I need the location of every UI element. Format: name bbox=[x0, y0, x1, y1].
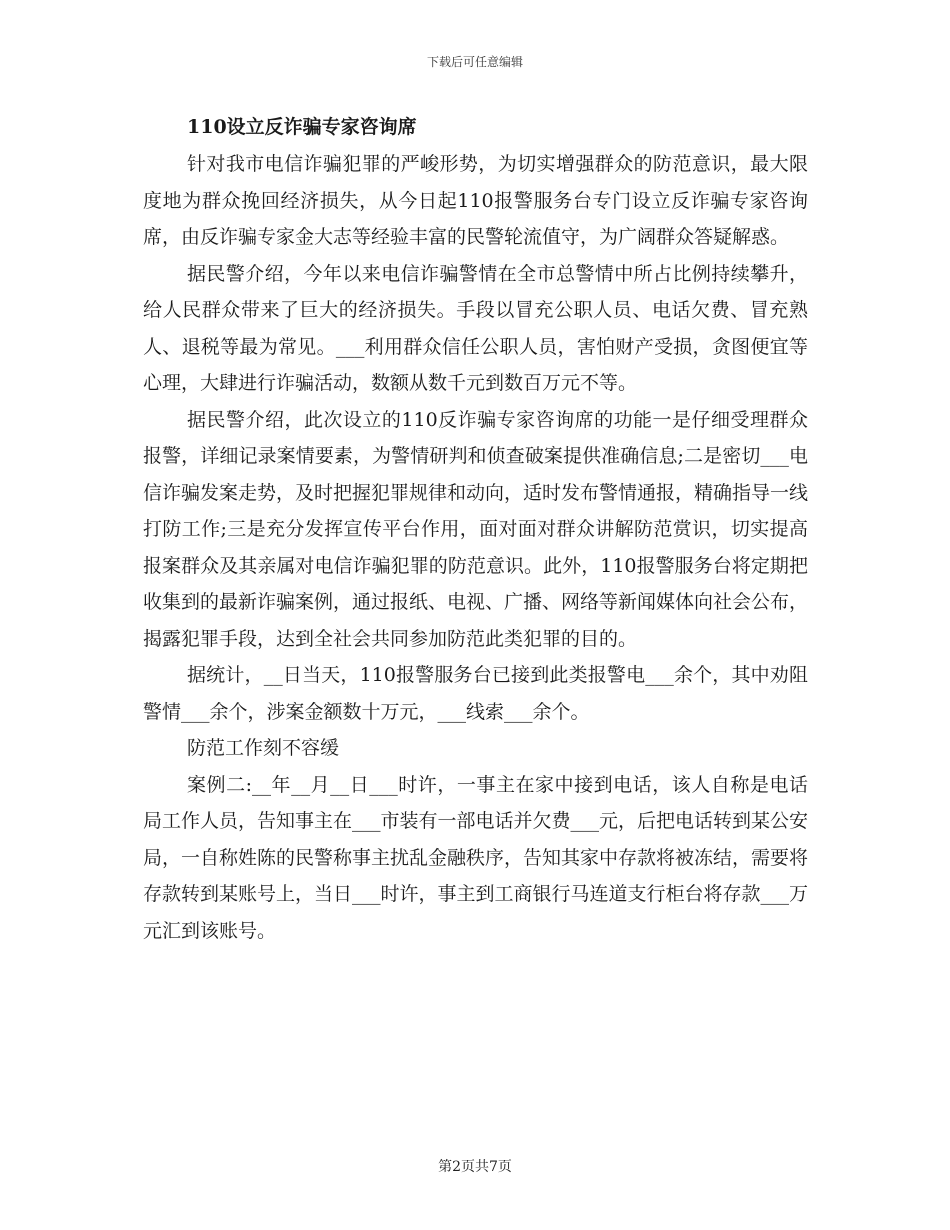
paragraph-functions: 据民警介绍，此次设立的110反诈骗专家咨询席的功能一是仔细受理群众报警，详细记录案情要素，为警情研判和侦查破案提供准确信息;二是密切___电信诈骗发案走势，及时把握犯罪规律和动向，适时发布警情通报，精确指导一线打防工作;三是充分发挥宣传平台作用，面对面对群众讲解防范赏识，切实提高报案群众及其亲属对电信诈骗犯罪的防范意识。此外，110报警服务台将定期把收集到的最新诈骗案例，通过报纸、电视、广播、网络等新闻媒体向社会公布，揭露犯罪手段，达到全社会共同参加防范此类犯罪的目的。 bbox=[143, 408, 809, 650]
paragraph-intro: 针对我市电信诈骗犯罪的严峻形势，为切实增强群众的防范意识，最大限度地为群众挽回经济损失，从今日起110报警服务台专门设立反诈骗专家咨询席，由反诈骗专家金大志等经验丰富的民警轮流值守，为广阔群众答疑解惑。 bbox=[143, 153, 808, 248]
paragraph-police-intro: 据民警介绍，今年以来电信诈骗警情在全市总警情中所占比例持续攀升，给人民群众带来了巨大的经济损失。手段以冒充公职人员、电话欠费、冒充熟人、退税等最为常见。___利用群众信任公职人员，害怕财产受损，贪图便宜等心理，大肆进行诈骗活动，数额从数千元到数百万元不等。 bbox=[143, 262, 808, 394]
paragraph-statistics: 据统计，__日当天，110报警服务台已接到此类报警电___余个，其中劝阻警情___余个，涉案金额数十万元，___线索___余个。 bbox=[143, 664, 808, 723]
paragraph-list bbox=[143, 146, 808, 730]
page-header-note: 下载后可任意编辑 bbox=[426, 55, 523, 69]
section-subheading: 防范工作刻不容缓 bbox=[187, 737, 340, 759]
document-title: 110设立反诈骗专家咨询席 bbox=[187, 116, 417, 138]
document-body bbox=[143, 112, 808, 949]
case-section bbox=[143, 767, 808, 950]
paragraph-case-two: 案例二:__年__月__日___时许，一事主在家中接到电话，该人自称是电话局工作人员，告知事主在___市装有一部电话并欠费___元，后把电话转到某公安局，一自称姓陈的民警称事主扰乱金融秩序，告知其家中存款将被冻结，需要将存款转到某账号上，当日___时许，事主到工商银行马连道支行柜台将存款___万元汇到该账号。 bbox=[143, 773, 809, 942]
page-number: 第2页共7页 bbox=[438, 1159, 512, 1175]
